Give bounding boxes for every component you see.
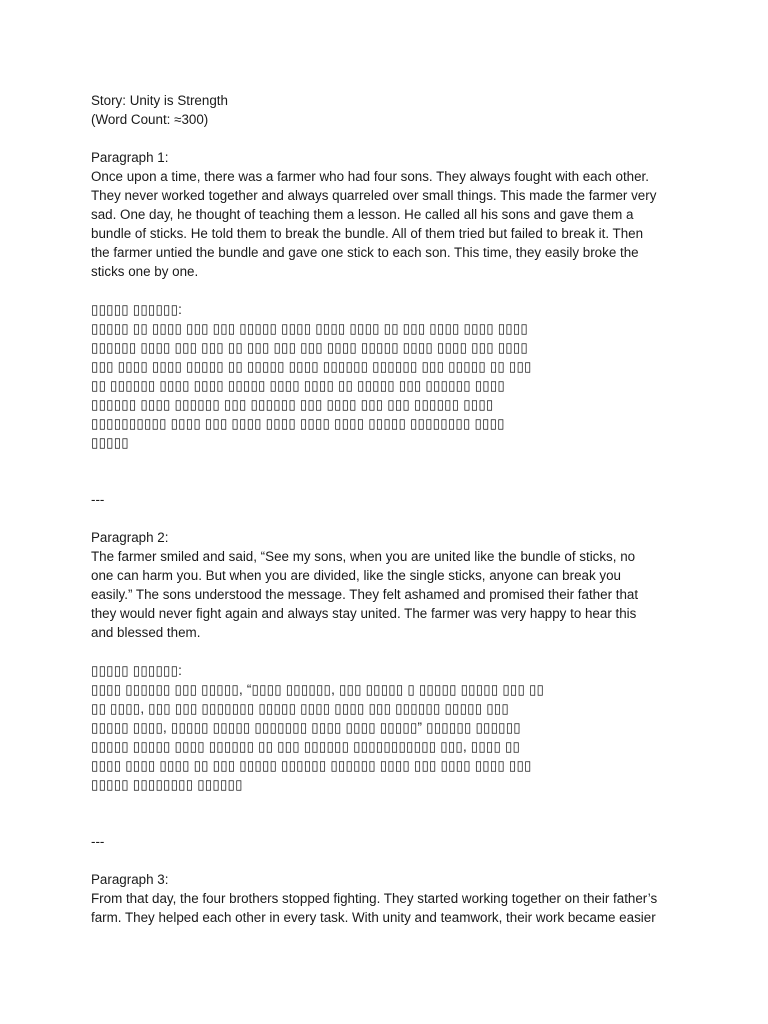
translation-line: ▯▯▯▯▯▯ ▯▯▯▯ ▯▯▯ ▯▯▯ ▯▯ ▯▯▯ ▯▯▯ ▯▯▯ ▯▯▯▯ ▯▯▯▯▯ ▯▯▯▯ ▯▯▯▯ ▯▯▯ ▯▯▯▯ <box>91 340 528 355</box>
translation-line: ▯▯ ▯▯▯▯, ▯▯▯ ▯▯▯ ▯▯▯▯▯▯▯ ▯▯▯▯▯ ▯▯▯▯ ▯▯▯▯ ▯▯▯ ▯▯▯▯▯▯ ▯▯▯▯▯ ▯▯▯ <box>91 701 509 716</box>
translation-line: ▯▯▯▯▯ ▯▯▯▯, ▯▯▯▯▯ ▯▯▯▯▯ ▯▯▯▯▯▯▯ ▯▯▯▯ ▯▯▯▯ ▯▯▯▯▯” ▯▯▯▯▯▯ ▯▯▯▯▯▯ <box>91 720 521 735</box>
translation-line: ▯▯▯▯▯▯ ▯▯▯▯ ▯▯▯▯▯▯ ▯▯▯ ▯▯▯▯▯▯ ▯▯▯ ▯▯▯▯ ▯▯▯ ▯▯▯ ▯▯▯▯▯▯ ▯▯▯▯ <box>91 397 494 412</box>
paragraph-line: Once upon a time, there was a farmer who had four sons. They always fought with each other. <box>91 169 649 184</box>
paragraph-line: they would never fight again and always stay united. The farmer was very happy to hear this <box>91 606 637 621</box>
paragraph-line: the farmer untied the bundle and gave one stick to each son. This time, they easily broke the <box>91 245 639 260</box>
paragraph-line: farm. They helped each other in every task. With unity and teamwork, their work became easier <box>91 910 656 925</box>
section-separator: --- <box>91 492 105 507</box>
paragraph-3 <box>91 870 688 927</box>
paragraph-1 <box>91 148 688 452</box>
section-separator: --- <box>91 834 105 849</box>
translation-heading: ▯▯▯▯▯ ▯▯▯▯▯▯: <box>91 302 183 317</box>
translation-line: ▯▯▯▯▯ <box>91 435 129 450</box>
paragraph-heading: Paragraph 2: <box>91 530 169 545</box>
translation-line: ▯▯▯▯ ▯▯▯▯▯▯ ▯▯▯ ▯▯▯▯▯, “▯▯▯▯ ▯▯▯▯▯▯, ▯▯▯ ▯▯▯▯▯ ▯ ▯▯▯▯▯ ▯▯▯▯▯ ▯▯▯ ▯▯ <box>91 682 545 697</box>
translation-line: ▯▯▯▯▯ ▯▯▯▯▯▯▯▯ ▯▯▯▯▯▯ <box>91 777 243 792</box>
translation-line: ▯▯▯▯ ▯▯▯▯ ▯▯▯▯ ▯▯ ▯▯▯ ▯▯▯▯▯ ▯▯▯▯▯▯ ▯▯▯▯▯▯ ▯▯▯▯ ▯▯▯ ▯▯▯▯ ▯▯▯▯ ▯▯▯ <box>91 758 532 773</box>
paragraph-line: They never worked together and always quarreled over small things. This made the farmer very <box>91 188 657 203</box>
paragraph-line: bundle of sticks. He told them to break the bundle. All of them tried but failed to break it. Then <box>91 226 644 241</box>
translation-heading: ▯▯▯▯▯ ▯▯▯▯▯▯: <box>91 663 183 678</box>
paragraph-line: The farmer smiled and said, “See my sons, when you are united like the bundle of sticks, no <box>91 549 636 564</box>
translation-line: ▯▯▯▯▯▯▯▯▯▯ ▯▯▯▯ ▯▯▯ ▯▯▯▯ ▯▯▯▯ ▯▯▯▯ ▯▯▯▯ ▯▯▯▯▯ ▯▯▯▯▯▯▯▯ ▯▯▯▯ <box>91 416 505 431</box>
paragraph-line: sad. One day, he thought of teaching them a lesson. He called all his sons and gave them a <box>91 207 634 222</box>
paragraph-heading: Paragraph 1: <box>91 150 169 165</box>
paragraph-line: one can harm you. But when you are divided, like the single sticks, anyone can break you <box>91 568 621 583</box>
word-count: (Word Count: ≈300) <box>91 112 209 127</box>
story-title: Story: Unity is Strength <box>91 93 228 108</box>
paragraph-line: and blessed them. <box>91 625 201 640</box>
translation-line: ▯▯▯▯▯ ▯▯ ▯▯▯▯ ▯▯▯ ▯▯▯ ▯▯▯▯▯ ▯▯▯▯ ▯▯▯▯ ▯▯▯▯ ▯▯ ▯▯▯ ▯▯▯▯ ▯▯▯▯ ▯▯▯▯ <box>91 321 528 336</box>
paragraph-2 <box>91 528 688 794</box>
paragraph-line: easily.” The sons understood the message. They felt ashamed and promised their father that <box>91 587 639 602</box>
paragraph-line: sticks one by one. <box>91 264 199 279</box>
paragraph-heading: Paragraph 3: <box>91 872 169 887</box>
translation-line: ▯▯ ▯▯▯▯▯▯ ▯▯▯▯ ▯▯▯▯ ▯▯▯▯▯ ▯▯▯▯ ▯▯▯▯ ▯▯ ▯▯▯▯▯ ▯▯▯ ▯▯▯▯▯▯ ▯▯▯▯ <box>91 378 505 393</box>
translation-line: ▯▯▯ ▯▯▯▯ ▯▯▯▯ ▯▯▯▯▯ ▯▯ ▯▯▯▯▯ ▯▯▯▯ ▯▯▯▯▯▯ ▯▯▯▯▯▯ ▯▯▯ ▯▯▯▯▯ ▯▯ ▯▯▯ <box>91 359 532 374</box>
translation-line: ▯▯▯▯▯ ▯▯▯▯▯ ▯▯▯▯ ▯▯▯▯▯▯ ▯▯ ▯▯▯ ▯▯▯▯▯▯ ▯▯▯▯▯▯▯▯▯▯▯ ▯▯▯, ▯▯▯▯ ▯▯ <box>91 739 521 754</box>
paragraph-line: From that day, the four brothers stopped fighting. They started working together on their father’s <box>91 891 658 906</box>
